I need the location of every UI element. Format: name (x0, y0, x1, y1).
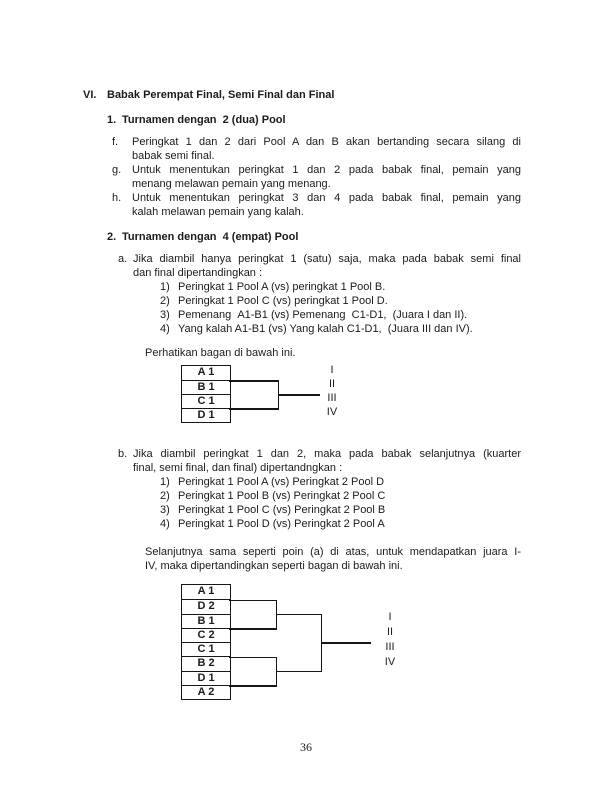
place-numeral: III (385, 640, 395, 653)
bracket-slot: D 1 (182, 671, 230, 685)
list-item-marker: h. (112, 192, 122, 204)
text-line: Untuk menentukan peringkat 3 dan 4 pada babak final, pemain yang (132, 192, 521, 204)
point-text: Peringkat 1 Pool A (vs) peringkat 1 Pool B. (178, 281, 386, 293)
section-heading (83, 88, 334, 102)
bracket-slot: D 1 (182, 408, 230, 422)
lettered-list (112, 135, 521, 219)
point-row (160, 294, 473, 308)
item-b (118, 447, 521, 475)
list-item-text (132, 163, 521, 191)
point-marker: 1) (160, 476, 170, 488)
text-line: Jika diambil peringkat 1 dan 2, maka pada babak selanjutnya (kuarter (133, 448, 521, 460)
bracket-slot: C 1 (182, 642, 230, 656)
item-b-marker: b. (118, 448, 128, 460)
bracket-line (229, 600, 276, 601)
subsection-2-heading (107, 230, 298, 244)
bracket-line (229, 408, 278, 409)
subsection-2-title: Turnamen dengan 4 (empat) Pool (122, 231, 299, 243)
point-row (160, 503, 385, 517)
list-item-marker: f. (112, 136, 119, 148)
numbered-points-b (160, 475, 385, 531)
point-marker: 1) (160, 281, 170, 293)
point-row (160, 322, 473, 336)
point-marker: 2) (160, 295, 170, 307)
text-line: menang melawan pemain yang menang. (132, 178, 331, 190)
bracket-line (276, 614, 321, 615)
place-numeral: III (327, 392, 337, 404)
point-text: Peringkat 1 Pool D (vs) Peringkat 2 Pool A (178, 518, 385, 530)
bracket-line (229, 628, 276, 629)
bracket-slot: B 1 (182, 614, 230, 628)
point-text: Pemenang A1-B1 (vs) Pemenang C1-D1, (Juara I dan II). (178, 309, 468, 321)
bracket-slot: A 2 (182, 685, 230, 699)
bracket-slot: A 1 (197, 366, 215, 378)
bracket-slot: A 1 (197, 585, 215, 597)
subsection-1-heading (107, 113, 286, 127)
numbered-points-a (160, 280, 473, 336)
bracket-2-places (376, 610, 404, 670)
place-numeral: IV (384, 655, 396, 668)
list-item (112, 163, 521, 191)
bracket-line (278, 394, 320, 395)
point-row (160, 489, 385, 503)
point-marker: 2) (160, 490, 170, 502)
list-item-marker: g. (112, 164, 122, 176)
note-a: Perhatikan bagan di bawah ini. (145, 347, 296, 359)
bracket-1-slots (181, 365, 231, 423)
bracket-line (229, 657, 276, 658)
list-item (112, 191, 521, 219)
place-numeral: II (386, 625, 394, 638)
text-line: Untuk menentukan peringkat 1 dan 2 pada babak final, pemain yang (132, 164, 521, 176)
place-numeral: II (328, 378, 336, 390)
point-text: Peringkat 1 Pool C (vs) Peringkat 2 Pool B (178, 504, 386, 516)
bracket-diagram-2 (181, 584, 416, 702)
point-marker: 3) (160, 309, 170, 321)
point-text: Peringkat 1 Pool A (vs) Peringkat 2 Pool D (178, 476, 385, 488)
list-item-text (132, 191, 521, 219)
bracket-diagram-1 (181, 365, 356, 425)
point-marker: 4) (160, 323, 170, 335)
subsection-2-marker: 2. (107, 231, 117, 243)
place-numeral: I (388, 610, 392, 623)
item-a-text (133, 252, 521, 280)
note-b (145, 545, 521, 573)
bracket-slot: C 1 (182, 394, 230, 408)
text-line: final, semi final, dan final) dipertandngkan : (133, 462, 343, 474)
point-text: Peringkat 1 Pool B (vs) Peringkat 2 Pool C (178, 490, 386, 502)
bracket-line (276, 671, 321, 672)
bracket-line (229, 685, 276, 686)
bracket-1-places (319, 363, 345, 419)
text-line: Jika diambil hanya peringkat 1 (satu) saja, maka pada babak semi final (133, 253, 521, 265)
subsection-1-title: Turnamen dengan 2 (dua) Pool (122, 114, 286, 126)
bracket-slot: D 2 (182, 599, 230, 613)
page-number: 36 (300, 740, 312, 754)
note-b-text (145, 545, 521, 573)
item-a-marker: a. (118, 253, 128, 265)
place-numeral: I (330, 364, 334, 376)
subsection-1-marker: 1. (107, 114, 117, 126)
text-line: babak semi final. (132, 150, 215, 162)
list-item-text (132, 135, 521, 163)
text-line: dan final dipertandingkan : (133, 267, 263, 279)
bracket-slot: B 2 (182, 656, 230, 670)
point-text: Yang kalah A1-B1 (vs) Yang kalah C1-D1, (Juara III dan IV). (178, 323, 473, 335)
bracket-line (229, 380, 278, 381)
bracket-slot: C 2 (182, 628, 230, 642)
item-b-text (133, 447, 521, 475)
point-row (160, 308, 473, 322)
point-marker: 4) (160, 518, 170, 530)
text-line: Selanjutnya sama seperti poin (a) di atas, untuk mendapatkan juara I- (145, 546, 521, 558)
bracket-slot: B 1 (182, 380, 230, 394)
point-text: Peringkat 1 Pool C (vs) peringkat 1 Pool D. (178, 295, 388, 307)
point-row (160, 517, 385, 531)
text-line: Peringkat 1 dan 2 dari Pool A dan B akan bertanding secara silang di (132, 136, 521, 148)
point-marker: 3) (160, 504, 170, 516)
point-row (160, 475, 385, 489)
list-item (112, 135, 521, 163)
bracket-2-slots (181, 584, 231, 700)
text-line: IV, maka dipertandingkan seperti bagan di bawah ini. (145, 560, 403, 572)
text-line: kalah melawan pemain yang kalah. (132, 206, 304, 218)
item-a (118, 252, 521, 280)
section-numeral: VI. (83, 89, 97, 101)
place-numeral: IV (326, 406, 338, 418)
bracket-line (321, 642, 371, 643)
section-title: Babak Perempat Final, Semi Final dan Final (107, 89, 335, 101)
point-row (160, 280, 473, 294)
